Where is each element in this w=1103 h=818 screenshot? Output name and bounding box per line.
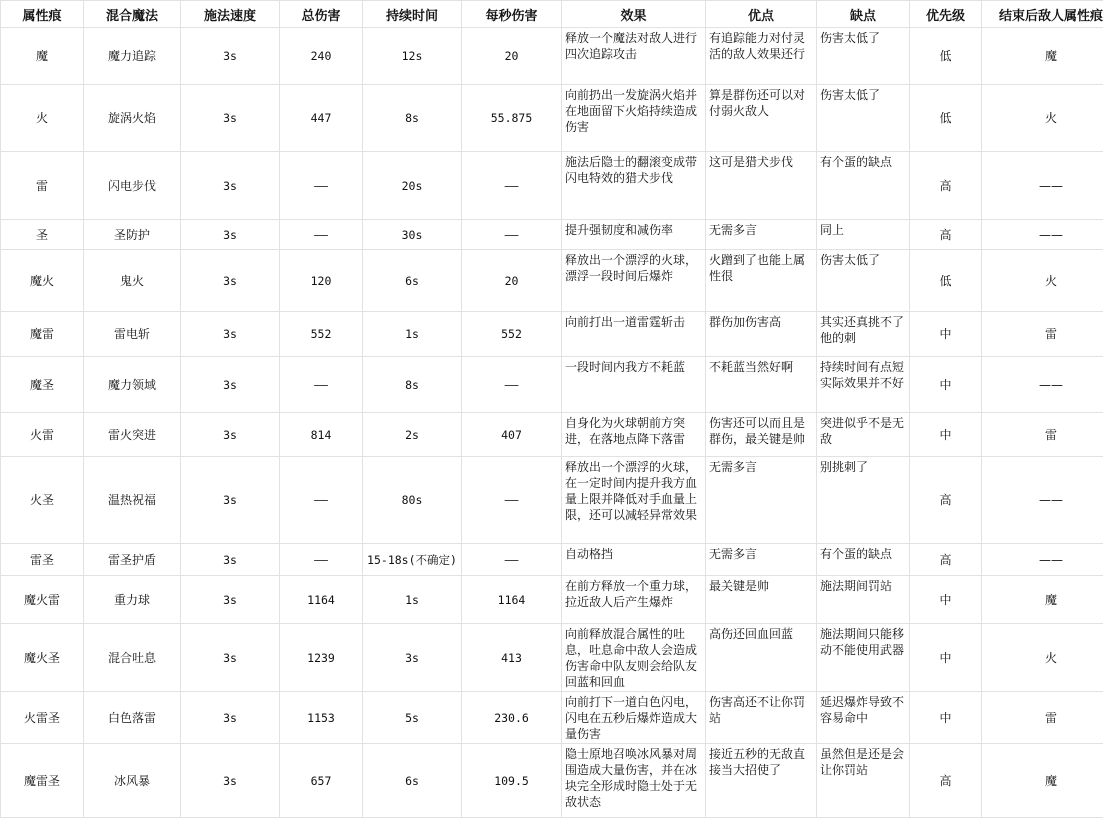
cell-effect: 释放出一个漂浮的火球，在一定时间内提升我方血量上限并降低对手血量上限，还可以减轻异常效果 [562, 457, 706, 544]
cell-dps: 20 [462, 250, 562, 312]
cell-pros: 无需多言 [706, 544, 817, 576]
cell-duration: 80s [363, 457, 462, 544]
cell-priority: 高 [910, 152, 982, 220]
table-row [1, 28, 1103, 85]
header-effect: 效果 [562, 1, 706, 28]
cell-effect: 向前打下一道白色闪电，闪电在五秒后爆炸造成大量伤害 [562, 692, 706, 744]
cell-attr: 雷 [1, 152, 84, 220]
cell-speed: 3s [181, 692, 280, 744]
cell-duration: 1s [363, 576, 462, 624]
cell-pros: 群伤加伤害高 [706, 312, 817, 357]
table-row [1, 692, 1103, 744]
cell-dps: —— [462, 220, 562, 250]
cell-magic: 冰风暴 [84, 744, 181, 818]
cell-duration: 3s [363, 624, 462, 692]
cell-effect: 在前方释放一个重力球，拉近敌人后产生爆炸 [562, 576, 706, 624]
cell-cons: 施法期间罚站 [817, 576, 910, 624]
cell-priority: 中 [910, 312, 982, 357]
cell-priority: 中 [910, 357, 982, 413]
cell-pros: 这可是猎犬步伐 [706, 152, 817, 220]
cell-priority: 中 [910, 624, 982, 692]
cell-cons: 伤害太低了 [817, 85, 910, 152]
cell-speed: 3s [181, 152, 280, 220]
cell-effect: 自动格挡 [562, 544, 706, 576]
cell-attr: 魔雷 [1, 312, 84, 357]
cell-total: 814 [280, 413, 363, 457]
cell-speed: 3s [181, 28, 280, 85]
cell-pros: 伤害还可以而且是群伤，最关键是帅 [706, 413, 817, 457]
cell-magic: 魔力追踪 [84, 28, 181, 85]
cell-after: 火 [982, 85, 1103, 152]
cell-duration: 8s [363, 357, 462, 413]
cell-attr: 圣 [1, 220, 84, 250]
cell-cons: 同上 [817, 220, 910, 250]
cell-after: —— [982, 152, 1103, 220]
cell-attr: 火雷 [1, 413, 84, 457]
cell-dps: 407 [462, 413, 562, 457]
cell-priority: 中 [910, 692, 982, 744]
cell-priority: 高 [910, 457, 982, 544]
cell-total: —— [280, 457, 363, 544]
cell-priority: 低 [910, 85, 982, 152]
cell-pros: 不耗蓝当然好啊 [706, 357, 817, 413]
cell-effect: 向前扔出一发旋涡火焰并在地面留下火焰持续造成伤害 [562, 85, 706, 152]
cell-after: 魔 [982, 576, 1103, 624]
header-speed: 施法速度 [181, 1, 280, 28]
header-pros: 优点 [706, 1, 817, 28]
cell-duration: 2s [363, 413, 462, 457]
cell-after: 魔 [982, 744, 1103, 818]
cell-dps: —— [462, 544, 562, 576]
cell-duration: 5s [363, 692, 462, 744]
cell-effect: 隐士原地召唤冰风暴对周围造成大量伤害，并在冰块完全形成时隐士处于无敌状态 [562, 744, 706, 818]
cell-after: 雷 [982, 413, 1103, 457]
header-cons: 缺点 [817, 1, 910, 28]
header-priority: 优先级 [910, 1, 982, 28]
cell-dps: 20 [462, 28, 562, 85]
cell-after: —— [982, 544, 1103, 576]
cell-pros: 算是群伤还可以对付弱火敌人 [706, 85, 817, 152]
cell-effect: 释放一个魔法对敌人进行四次追踪攻击 [562, 28, 706, 85]
cell-duration: 1s [363, 312, 462, 357]
cell-effect: 施法后隐士的翻滚变成带闪电特效的猎犬步伐 [562, 152, 706, 220]
cell-speed: 3s [181, 413, 280, 457]
cell-magic: 重力球 [84, 576, 181, 624]
table-row [1, 744, 1103, 818]
cell-priority: 高 [910, 744, 982, 818]
cell-dps: 55.875 [462, 85, 562, 152]
cell-cons: 别挑刺了 [817, 457, 910, 544]
cell-dps: —— [462, 457, 562, 544]
cell-after: 雷 [982, 692, 1103, 744]
table-row [1, 413, 1103, 457]
cell-cons: 有个蛋的缺点 [817, 152, 910, 220]
cell-total: 1153 [280, 692, 363, 744]
cell-magic: 混合吐息 [84, 624, 181, 692]
cell-magic: 旋涡火焰 [84, 85, 181, 152]
header-after: 结束后敌人属性痕 [982, 1, 1103, 28]
cell-speed: 3s [181, 457, 280, 544]
cell-speed: 3s [181, 312, 280, 357]
cell-dps: 552 [462, 312, 562, 357]
cell-dps: 230.6 [462, 692, 562, 744]
cell-magic: 温热祝福 [84, 457, 181, 544]
cell-speed: 3s [181, 744, 280, 818]
cell-total: 552 [280, 312, 363, 357]
cell-speed: 3s [181, 357, 280, 413]
header-duration: 持续时间 [363, 1, 462, 28]
cell-effect: 向前打出一道雷霆斩击 [562, 312, 706, 357]
cell-attr: 魔圣 [1, 357, 84, 413]
table-row [1, 85, 1103, 152]
table-row [1, 152, 1103, 220]
cell-after: 魔 [982, 28, 1103, 85]
cell-after: 火 [982, 624, 1103, 692]
cell-duration: 6s [363, 250, 462, 312]
cell-duration: 12s [363, 28, 462, 85]
cell-pros: 无需多言 [706, 457, 817, 544]
header-attr: 属性痕 [1, 1, 84, 28]
cell-attr: 魔雷圣 [1, 744, 84, 818]
cell-duration: 6s [363, 744, 462, 818]
cell-after: —— [982, 220, 1103, 250]
cell-magic: 闪电步伐 [84, 152, 181, 220]
cell-after: 雷 [982, 312, 1103, 357]
cell-attr: 魔 [1, 28, 84, 85]
cell-total: 1164 [280, 576, 363, 624]
cell-attr: 火 [1, 85, 84, 152]
cell-dps: —— [462, 152, 562, 220]
cell-speed: 3s [181, 624, 280, 692]
table-row [1, 357, 1103, 413]
cell-cons: 伤害太低了 [817, 250, 910, 312]
table-row [1, 220, 1103, 250]
cell-magic: 圣防护 [84, 220, 181, 250]
cell-speed: 3s [181, 544, 280, 576]
cell-attr: 雷圣 [1, 544, 84, 576]
cell-effect: 提升强韧度和减伤率 [562, 220, 706, 250]
cell-magic: 白色落雷 [84, 692, 181, 744]
cell-pros: 最关键是帅 [706, 576, 817, 624]
cell-cons: 伤害太低了 [817, 28, 910, 85]
cell-duration: 20s [363, 152, 462, 220]
table-row [1, 544, 1103, 576]
cell-magic: 鬼火 [84, 250, 181, 312]
cell-cons: 施法期间只能移动不能使用武器 [817, 624, 910, 692]
cell-pros: 接近五秒的无敌直接当大招使了 [706, 744, 817, 818]
header-total: 总伤害 [280, 1, 363, 28]
cell-magic: 魔力领域 [84, 357, 181, 413]
cell-pros: 火蹭到了也能上属性很 [706, 250, 817, 312]
cell-magic: 雷火突进 [84, 413, 181, 457]
header-dps: 每秒伤害 [462, 1, 562, 28]
cell-speed: 3s [181, 220, 280, 250]
header-magic: 混合魔法 [84, 1, 181, 28]
cell-duration: 8s [363, 85, 462, 152]
cell-dps: 1164 [462, 576, 562, 624]
cell-priority: 低 [910, 28, 982, 85]
cell-attr: 魔火雷 [1, 576, 84, 624]
cell-after: —— [982, 457, 1103, 544]
table-row [1, 312, 1103, 357]
cell-cons: 虽然但是还是会让你罚站 [817, 744, 910, 818]
cell-attr: 魔火 [1, 250, 84, 312]
cell-cons: 其实还真挑不了他的刺 [817, 312, 910, 357]
table-row [1, 576, 1103, 624]
header-row [1, 1, 1103, 28]
cell-pros: 有追踪能力对付灵活的敌人效果还行 [706, 28, 817, 85]
cell-attr: 火雷圣 [1, 692, 84, 744]
cell-attr: 火圣 [1, 457, 84, 544]
cell-speed: 3s [181, 250, 280, 312]
cell-effect: 向前释放混合属性的吐息，吐息命中敌人会造成伤害命中队友则会给队友回蓝和回血 [562, 624, 706, 692]
cell-cons: 持续时间有点短实际效果并不好 [817, 357, 910, 413]
cell-effect: 一段时间内我方不耗蓝 [562, 357, 706, 413]
table-row [1, 457, 1103, 544]
cell-dps: 413 [462, 624, 562, 692]
cell-duration: 15-18s(不确定) [363, 544, 462, 576]
cell-dps: 109.5 [462, 744, 562, 818]
cell-after: 火 [982, 250, 1103, 312]
table-body [1, 28, 1103, 818]
cell-total: 240 [280, 28, 363, 85]
table-row [1, 250, 1103, 312]
cell-after: —— [982, 357, 1103, 413]
cell-effect: 释放出一个漂浮的火球，漂浮一段时间后爆炸 [562, 250, 706, 312]
cell-total: —— [280, 544, 363, 576]
cell-speed: 3s [181, 576, 280, 624]
cell-pros: 伤害高还不让你罚站 [706, 692, 817, 744]
cell-total: 120 [280, 250, 363, 312]
cell-total: —— [280, 152, 363, 220]
cell-priority: 低 [910, 250, 982, 312]
table-row [1, 624, 1103, 692]
cell-total: 447 [280, 85, 363, 152]
cell-total: —— [280, 357, 363, 413]
cell-effect: 自身化为火球朝前方突进，在落地点降下落雷 [562, 413, 706, 457]
cell-pros: 无需多言 [706, 220, 817, 250]
cell-total: —— [280, 220, 363, 250]
cell-dps: —— [462, 357, 562, 413]
cell-cons: 突进似乎不是无敌 [817, 413, 910, 457]
cell-magic: 雷电斩 [84, 312, 181, 357]
cell-attr: 魔火圣 [1, 624, 84, 692]
cell-priority: 高 [910, 220, 982, 250]
cell-duration: 30s [363, 220, 462, 250]
cell-total: 1239 [280, 624, 363, 692]
cell-cons: 延迟爆炸导致不容易命中 [817, 692, 910, 744]
cell-priority: 中 [910, 413, 982, 457]
cell-priority: 中 [910, 576, 982, 624]
cell-cons: 有个蛋的缺点 [817, 544, 910, 576]
cell-speed: 3s [181, 85, 280, 152]
cell-pros: 高伤还回血回蓝 [706, 624, 817, 692]
cell-total: 657 [280, 744, 363, 818]
cell-magic: 雷圣护盾 [84, 544, 181, 576]
cell-priority: 高 [910, 544, 982, 576]
